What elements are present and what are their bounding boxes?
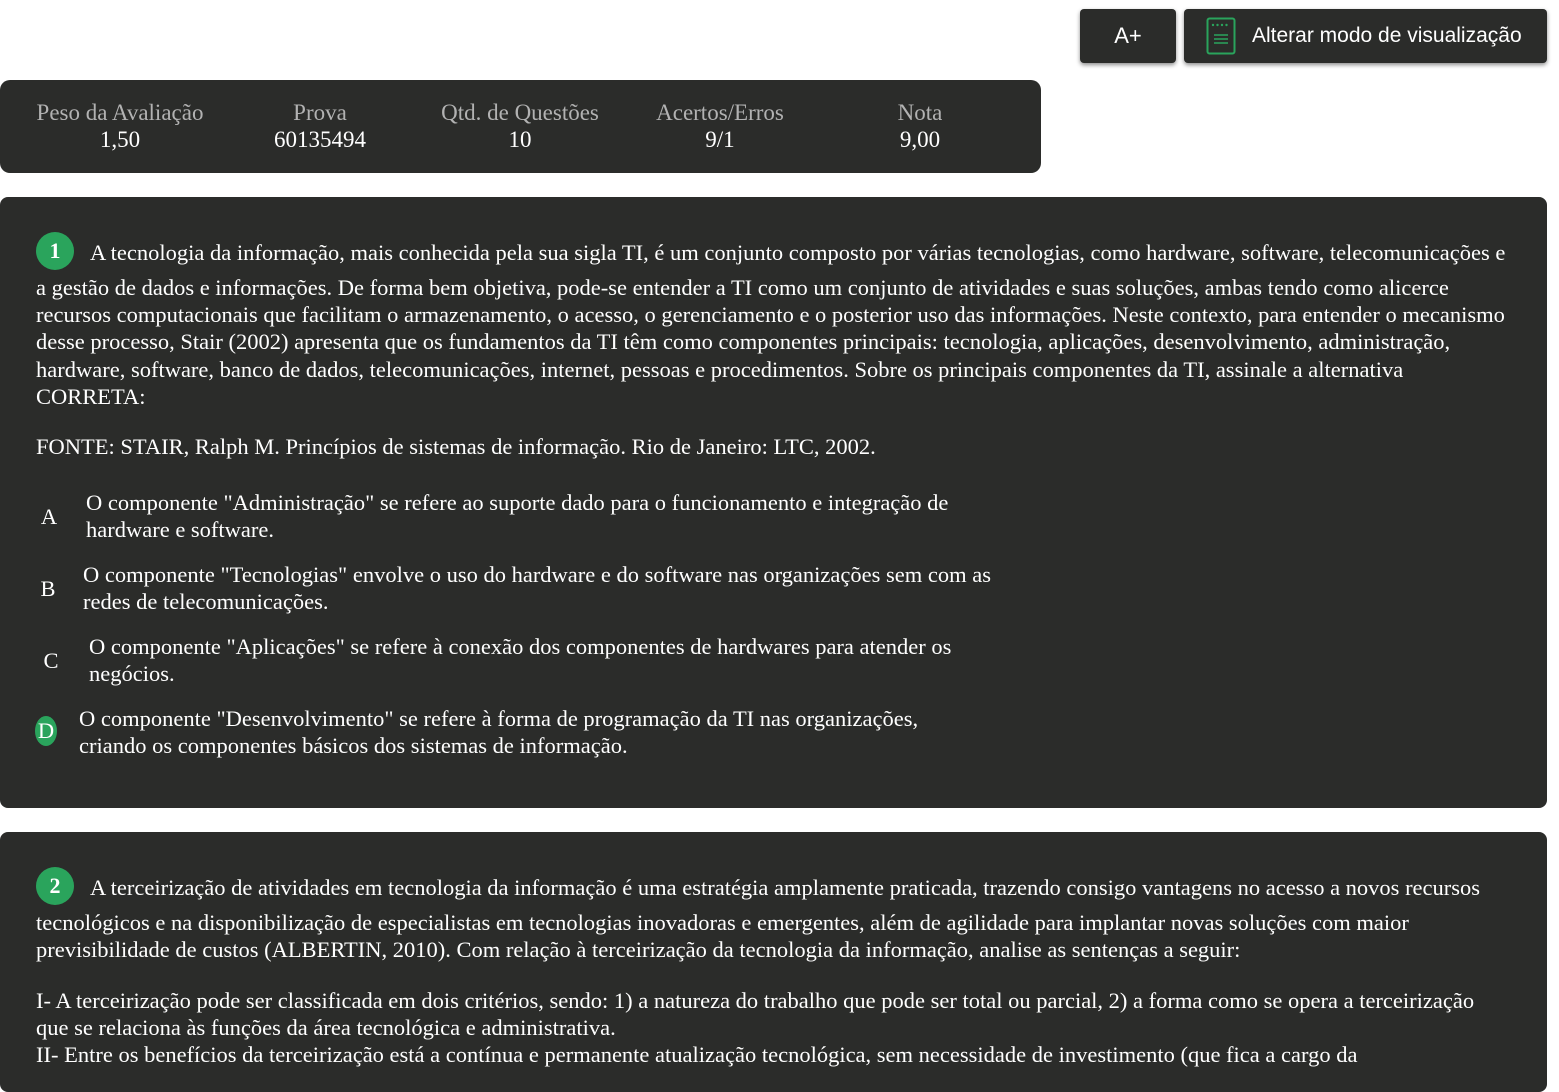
grade-label: Nota (897, 100, 943, 125)
exam-summary-bar (0, 80, 1041, 173)
question-text (36, 236, 1511, 410)
question-text (36, 871, 1511, 963)
score-value: 9/1 (705, 127, 735, 152)
statement-2: II- Entre os benefícios da terceirização está a contínua e permanente atualização tecnológica, sem necessidade de investimento (que fica a cargo da (36, 1042, 1358, 1067)
question-number-badge: 1 (36, 232, 74, 270)
exam-label: Prova (293, 100, 347, 125)
option-text: O componente "Tecnologias" envolve o uso do hardware e do software nas organizações sem com as redes de telecomunicações. (83, 562, 991, 614)
question-card-1 (0, 197, 1547, 808)
option-letter-selected: D (35, 716, 57, 746)
option-text: O componente "Desenvolvimento" se refere à forma de programação da TI nas organizações, criando os componentes básicos dos sistemas de informação. (79, 706, 919, 758)
exam-column (220, 99, 420, 153)
option-text: O componente "Aplicações" se refere à conexão dos componentes de hardwares para atender os negócios. (89, 634, 952, 686)
question-count-column (420, 99, 620, 153)
question-statement: A terceirização de atividades em tecnologia da informação é uma estratégia amplamente praticada, trazendo consigo vantagens no acesso a novos recursos tecnológicos e na disponibilização de especialistas em tecnologias inovadoras e emergentes, além de agilidade para implantar novas soluções com maior previsibilidade de custos (ALBERTIN, 2010). Com relação à terceirização da tecnologia da informação, analise as sentenças a seguir: (36, 875, 1481, 962)
exam-value: 60135494 (274, 127, 366, 152)
option-letter: A (40, 504, 58, 529)
option-b[interactable] (36, 559, 996, 619)
document-icon (1206, 17, 1236, 55)
option-a[interactable] (36, 487, 996, 547)
question-count-value: 10 (508, 127, 532, 152)
question-number-badge: 2 (36, 867, 74, 905)
option-letter: B (40, 576, 56, 601)
weight-value: 1,50 (99, 127, 141, 152)
question-card-2 (0, 832, 1547, 1092)
score-column (620, 99, 820, 153)
option-letter: C (43, 648, 59, 673)
weight-label: Peso da Avaliação (36, 100, 204, 125)
change-view-mode-label: Alterar modo de visualização (1252, 24, 1522, 47)
grade-column (820, 99, 1020, 153)
statement-1: I- A terceirização pode ser classificada em dois critérios, sendo: 1) a natureza do trabalho que pode ser total ou parcial, 2) a forma como se opera a terceirização que se relaciona às funções da área tecnológica e administrativa. (36, 988, 1475, 1040)
question-source: FONTE: STAIR, Ralph M. Princípios de sistemas de informação. Rio de Janeiro: LTC, 2002. (36, 434, 876, 459)
question-statement: A tecnologia da informação, mais conhecida pela sua sigla TI, é um conjunto composto por várias tecnologias, como hardware, software, telecomunicações e a gestão de dados e informações. De forma bem objetiva, pode-se entender a TI como um conjunto de atividades e suas soluções, ambas tendo como alicerce recursos computacionais que facilitam o armazenamento, o acesso, o gerenciamento e o posterior uso das informações. Neste contexto, para entender o mecanismo desse processo, Stair (2002) apresenta que os fundamentos da TI têm como componentes principais: tecnologia, aplicações, desenvolvimento, administração, hardware, software, banco de dados, telecomunicações, internet, pessoas e procedimentos. Sobre os principais componentes da TI, assinale a alternativa CORRETA: (36, 240, 1506, 409)
question-count-label: Qtd. de Questões (441, 100, 599, 125)
font-size-button-label: A+ (1114, 23, 1142, 48)
score-label: Acertos/Erros (656, 100, 784, 125)
option-c[interactable] (36, 631, 996, 691)
grade-value: 9,00 (899, 127, 941, 152)
option-text: O componente "Administração" se refere ao suporte dado para o funcionamento e integração de hardware e software. (86, 490, 949, 542)
weight-column (20, 99, 220, 153)
font-size-button[interactable] (1080, 9, 1176, 63)
option-d[interactable] (36, 703, 996, 763)
change-view-mode-button[interactable] (1184, 9, 1547, 63)
